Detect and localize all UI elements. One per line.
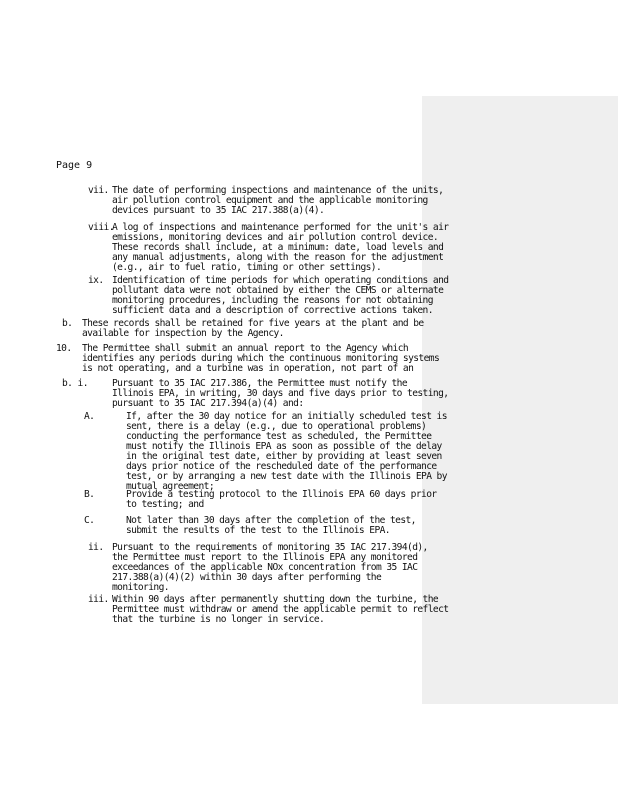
item-line: submit the results of the test to the Illinois EPA. — [126, 525, 390, 536]
item-line: the Permittee must report to the Illinois EPA any monitored — [112, 552, 418, 563]
item-line: days prior notice of the rescheduled date of the performance — [126, 461, 437, 472]
item-line: air pollution control equipment and the applicable monitoring — [112, 195, 428, 206]
item-line: pursuant to 35 IAC 217.394(a)(4) and: — [112, 398, 304, 409]
item-marker: viii. — [88, 222, 114, 233]
item-line: available for inspection by the Agency. — [82, 328, 284, 339]
list-item — [84, 411, 447, 492]
item-line: A log of inspections and maintenance performed for the unit's air — [112, 222, 449, 233]
item-line: Illinois EPA, in writing, 30 days and five days prior to testing, — [112, 388, 449, 399]
item-line: test, or by arranging a new test date with the Illinois EPA by — [126, 471, 447, 482]
item-line: Pursuant to 35 IAC 217.386, the Permittee must notify the — [112, 378, 408, 389]
item-line: Pursuant to the requirements of monitoring 35 IAC 217.394(d), — [112, 542, 428, 553]
item-line: in the original test date, either by providing at least seven — [126, 451, 442, 462]
item-line: 217.388(a)(4)(2) within 30 days after performing the — [112, 572, 382, 583]
item-line: sufficient data and a description of corrective actions taken. — [112, 305, 433, 316]
item-line: pollutant data were not obtained by either the CEMS or alternate — [112, 285, 444, 296]
item-line: Within 90 days after permanently shutting down the turbine, the — [112, 594, 439, 605]
item-line: (e.g., air to fuel ratio, timing or other settings). — [112, 262, 382, 273]
item-line: monitoring procedures, including the reasons for not obtaining — [112, 295, 433, 306]
item-line: any manual adjustments, along with the reason for the adjustment — [112, 252, 444, 263]
list-item — [84, 515, 416, 536]
item-line: devices pursuant to 35 IAC 217.388(a)(4). — [112, 205, 325, 216]
item-line: conducting the performance test as scheduled, the Permittee — [126, 431, 432, 442]
item-line: must notify the Illinois EPA as soon as possible of the delay — [126, 441, 442, 452]
item-line: These records shall include, at a minimum: date, load levels and — [112, 242, 444, 253]
item-line: identifies any periods during which the continuous monitoring systems — [82, 353, 440, 364]
item-line: that the turbine is no longer in service. — [112, 614, 325, 625]
item-line: Provide a testing protocol to the Illinois EPA 60 days prior — [126, 489, 437, 500]
item-line: emissions, monitoring devices and air pollution control device. — [112, 232, 439, 243]
item-marker: vii. — [88, 185, 109, 196]
list-item — [88, 222, 449, 273]
item-line: monitoring. — [112, 582, 169, 593]
right-margin-panel — [422, 96, 618, 704]
item-line: Not later than 30 days after the completion of the test, — [126, 515, 416, 526]
list-item — [88, 594, 449, 625]
item-line: The date of performing inspections and maintenance of the units, — [112, 185, 444, 196]
item-line: sent, there is a delay (e.g., due to operational problems) — [126, 421, 427, 432]
item-marker: B. — [84, 489, 95, 500]
item-marker: C. — [84, 515, 95, 526]
item-marker: b. — [62, 318, 73, 329]
item-marker: b. i. — [62, 378, 88, 389]
item-line: If, after the 30 day notice for an initially scheduled test is — [126, 411, 447, 422]
item-line: exceedances of the applicable NOx concentration from 35 IAC — [112, 562, 418, 573]
item-line: to testing; and — [126, 499, 204, 510]
item-marker: 10. — [56, 343, 72, 354]
list-item — [62, 318, 424, 339]
list-item — [62, 378, 449, 409]
item-line: is not operating, and a turbine was in operation, not part of an — [82, 363, 414, 374]
item-marker: iii. — [88, 594, 109, 605]
list-item — [88, 275, 449, 316]
item-line: Permittee must withdraw or amend the applicable permit to reflect — [112, 604, 449, 615]
page-number: Page 9 — [56, 160, 93, 171]
item-line: The Permittee shall submit an annual report to the Agency which — [82, 343, 409, 354]
list-item — [56, 343, 440, 374]
list-item — [84, 489, 437, 510]
list-item — [88, 185, 444, 216]
item-marker: A. — [84, 411, 95, 422]
item-marker: ix. — [88, 275, 104, 286]
item-line: mutual agreement; — [126, 481, 214, 492]
item-marker: ii. — [88, 542, 104, 553]
item-line: Identification of time periods for which operating conditions and — [112, 275, 449, 286]
item-line: These records shall be retained for five years at the plant and be — [82, 318, 424, 329]
list-item — [88, 542, 428, 593]
